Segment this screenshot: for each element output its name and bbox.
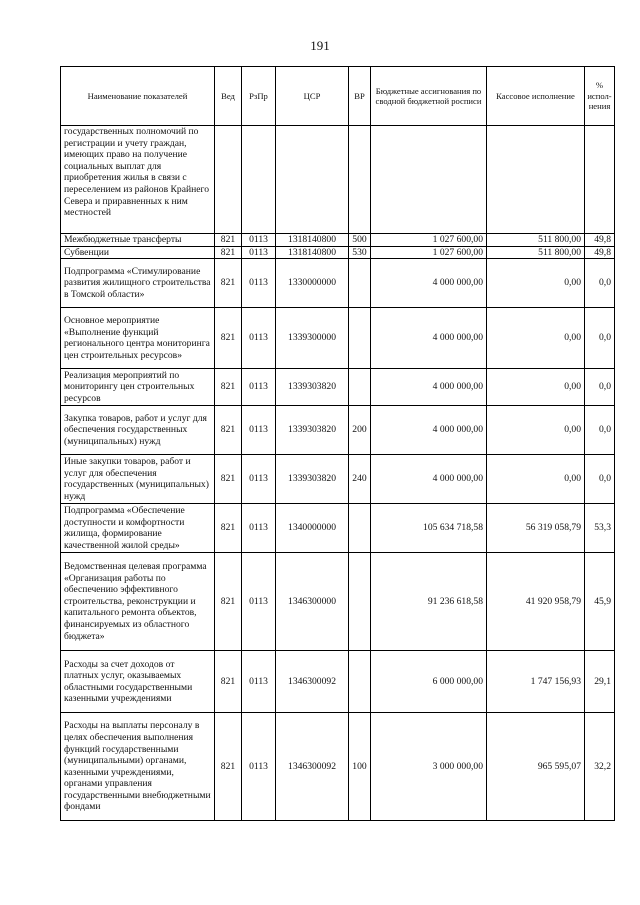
row-percent: 29,1 [585,651,615,713]
row-vr: 500 [349,234,371,247]
row-ved: 821 [215,553,242,651]
row-vr [349,553,371,651]
row-cash-execution: 511 800,00 [487,234,585,247]
table-row [61,126,615,234]
header-cash-execution: Кассовое исполнение [487,67,585,126]
table-row [61,259,615,308]
row-percent: 0,0 [585,259,615,308]
row-csr: 1340000000 [276,504,349,553]
page-number: 191 [310,38,330,53]
row-ved: 821 [215,651,242,713]
row-vr [349,504,371,553]
row-ved: 821 [215,455,242,504]
row-ved: 821 [215,713,242,821]
row-rzpr: 0113 [242,553,276,651]
row-csr: 1339303820 [276,369,349,406]
row-percent: 32,2 [585,713,615,821]
budget-table [60,66,615,821]
row-rzpr: 0113 [242,455,276,504]
row-vr [349,651,371,713]
row-percent: 49,8 [585,246,615,259]
table-row [61,406,615,455]
table-row [61,553,615,651]
header-vr: ВР [349,67,371,126]
row-cash-execution: 0,00 [487,308,585,369]
row-cash-execution: 56 319 058,79 [487,504,585,553]
row-percent: 53,3 [585,504,615,553]
row-percent: 0,0 [585,308,615,369]
row-cash-execution: 1 747 156,93 [487,651,585,713]
row-csr: 1339303820 [276,455,349,504]
row-vr: 240 [349,455,371,504]
row-vr: 530 [349,246,371,259]
row-name: Основное мероприятие «Выполнение функций регионального центра мониторинга цен строительных ресурсов» [61,308,215,369]
row-name: Закупка товаров, работ и услуг для обеспечения государственных (муниципальных) нужд [61,406,215,455]
row-percent: 0,0 [585,369,615,406]
row-assignments: 4 000 000,00 [371,259,487,308]
header-row [61,67,615,126]
row-vr [349,259,371,308]
table-row [61,308,615,369]
row-rzpr: 0113 [242,651,276,713]
row-csr: 1346300092 [276,713,349,821]
table-row [61,455,615,504]
row-ved: 821 [215,234,242,247]
row-csr: 1318140800 [276,234,349,247]
row-csr: 1330000000 [276,259,349,308]
header-rzpr: РзПр [242,67,276,126]
row-cash-execution: 0,00 [487,259,585,308]
row-percent [585,126,615,234]
row-ved: 821 [215,259,242,308]
row-vr: 200 [349,406,371,455]
row-csr: 1346300092 [276,651,349,713]
row-vr [349,126,371,234]
table-row [61,369,615,406]
row-rzpr: 0113 [242,713,276,821]
header-assignments: Бюджетные ассигнования по сводной бюджетной росписи [371,67,487,126]
row-csr [276,126,349,234]
row-rzpr: 0113 [242,234,276,247]
row-cash-execution: 0,00 [487,369,585,406]
row-rzpr: 0113 [242,369,276,406]
row-name: Ведомственная целевая программа «Организация работы по обеспечению эффективного строительства, реконструкции и капитального ремонта объектов, финансируемых из областного бюджета» [61,553,215,651]
row-ved: 821 [215,308,242,369]
row-percent: 45,9 [585,553,615,651]
table-row [61,234,615,247]
row-ved: 821 [215,504,242,553]
row-percent: 49,8 [585,234,615,247]
row-csr: 1339303820 [276,406,349,455]
row-csr: 1339300000 [276,308,349,369]
row-ved: 821 [215,406,242,455]
row-cash-execution: 0,00 [487,455,585,504]
row-csr: 1346300000 [276,553,349,651]
row-assignments: 91 236 618,58 [371,553,487,651]
header-csr: ЦСР [276,67,349,126]
row-vr [349,369,371,406]
table-row [61,504,615,553]
row-name: Реализация мероприятий по мониторингу цен строительных ресурсов [61,369,215,406]
row-name: Субвенции [61,246,215,259]
row-cash-execution: 41 920 958,79 [487,553,585,651]
row-name: Расходы на выплаты персоналу в целях обеспечения выполнения функций государственными (муниципальными) органами, казенными учреждениями, органами управления государственными внебюджетными фондами [61,713,215,821]
row-name: Иные закупки товаров, работ и услуг для обеспечения государственных (муниципальных) нужд [61,455,215,504]
row-rzpr [242,126,276,234]
row-assignments [371,126,487,234]
row-ved [215,126,242,234]
row-assignments: 3 000 000,00 [371,713,487,821]
row-name: Межбюджетные трансферты [61,234,215,247]
row-cash-execution [487,126,585,234]
row-assignments: 4 000 000,00 [371,308,487,369]
row-name: Расходы за счет доходов от платных услуг, оказываемых областными государственными казенными учреждениями [61,651,215,713]
row-assignments: 4 000 000,00 [371,369,487,406]
row-assignments: 1 027 600,00 [371,234,487,247]
row-csr: 1318140800 [276,246,349,259]
row-assignments: 4 000 000,00 [371,406,487,455]
row-name: Подпрограмма «Обеспечение доступности и комфортности жилища, формирование качественной жилой среды» [61,504,215,553]
row-cash-execution: 965 595,07 [487,713,585,821]
row-ved: 821 [215,369,242,406]
row-cash-execution: 511 800,00 [487,246,585,259]
row-cash-execution: 0,00 [487,406,585,455]
header-name: Наименование показателей [61,67,215,126]
row-ved: 821 [215,246,242,259]
header-percent: % испол-нения [585,67,615,126]
row-rzpr: 0113 [242,406,276,455]
row-vr [349,308,371,369]
row-rzpr: 0113 [242,308,276,369]
row-percent: 0,0 [585,455,615,504]
row-name: Подпрограмма «Стимулирование развития жилищного строительства в Томской области» [61,259,215,308]
row-rzpr: 0113 [242,259,276,308]
row-vr: 100 [349,713,371,821]
table-row [61,713,615,821]
row-assignments: 105 634 718,58 [371,504,487,553]
row-rzpr: 0113 [242,246,276,259]
row-rzpr: 0113 [242,504,276,553]
row-assignments: 4 000 000,00 [371,455,487,504]
row-percent: 0,0 [585,406,615,455]
table-row [61,246,615,259]
header-ved: Вед [215,67,242,126]
row-assignments: 6 000 000,00 [371,651,487,713]
row-name: государственных полномочий по регистрации и учету граждан, имеющих право на получение социальных выплат для приобретения жилья в связи с переселением из районов Крайнего Севера и приравненных к ним местностей [61,126,215,234]
row-assignments: 1 027 600,00 [371,246,487,259]
table-row [61,651,615,713]
